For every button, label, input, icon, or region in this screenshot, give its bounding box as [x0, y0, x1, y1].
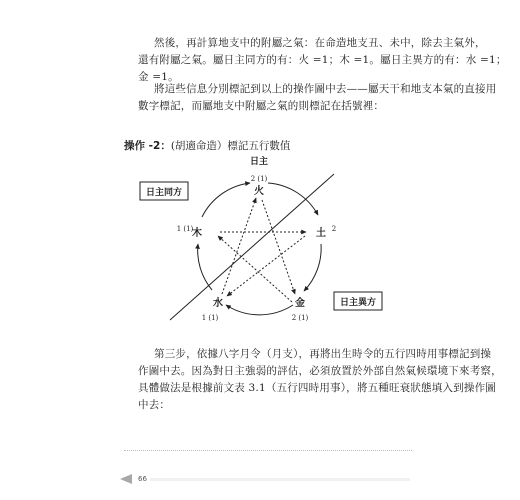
text-line: 金 =1。 — [138, 71, 179, 83]
heading-text: (胡適命造）標記五行數值 — [170, 140, 291, 152]
text-line: 將這些信息分別標記到以上的操作圖中去——屬天干和地支本氣的直接用 — [154, 83, 497, 95]
heading-prefix: 操作 -2： — [124, 140, 171, 152]
cycle-arc-earth-metal — [304, 244, 321, 291]
page-marker-icon — [120, 474, 132, 484]
control-line-earth-water — [227, 236, 305, 296]
page-footer — [120, 474, 147, 484]
control-line-water-fire — [222, 198, 256, 294]
text-line: 第三步，依據八字月令（月支），再將出生時令的五行四時用事標記到操 — [154, 348, 492, 360]
water-value: 1 (1) — [201, 314, 219, 322]
fire-node: 火 — [254, 186, 264, 197]
cycle-arc-metal-water — [226, 305, 293, 315]
dotted-rule — [124, 450, 412, 451]
wood-node: 木 — [192, 228, 202, 239]
divider-line — [170, 174, 337, 320]
footer-bar — [150, 478, 410, 481]
page-number: 66 — [138, 475, 147, 483]
water-node: 水 — [213, 298, 223, 309]
control-line-metal-wood — [218, 236, 292, 302]
earth-node: 土 — [316, 228, 326, 239]
same-side-label: 日主同方 — [145, 188, 183, 198]
day-master-label: 日主 — [249, 157, 269, 167]
wood-value: 1 (1) — [176, 225, 194, 233]
fire-value: 2 (1) — [250, 175, 268, 183]
earth-value: 2 — [331, 225, 337, 233]
text-line: 具體做法是根據前文表 3.1（五行四時用事），將五種旺衰狀態填入到操作圖 — [138, 382, 496, 394]
opposite-side-label: 日主異方 — [339, 298, 377, 308]
cycle-arc-water-wood — [198, 244, 212, 290]
cycle-arc-wood-fire — [202, 183, 250, 217]
text-line: 數字標記，而屬地支中附屬之氣的則標記在括號裡： — [138, 100, 385, 112]
text-line: 還有附屬之氣。屬日主同方的有：火 =1；木 =1。屬日主異方的有：水 =1； — [138, 54, 507, 66]
text-line: 然後，再計算地支中的附屬之氣：在命造地支丑、未中，除去主氣外， — [154, 37, 486, 49]
text-line: 作圖中去。因為對日主強弱的評估，必須放置於外部自然氣候環境下來考察， — [138, 365, 502, 377]
metal-node: 金 — [295, 298, 305, 309]
metal-value: 2 (1) — [291, 314, 309, 322]
text-line: 中去： — [138, 399, 171, 411]
paragraph-step-three — [138, 346, 502, 414]
